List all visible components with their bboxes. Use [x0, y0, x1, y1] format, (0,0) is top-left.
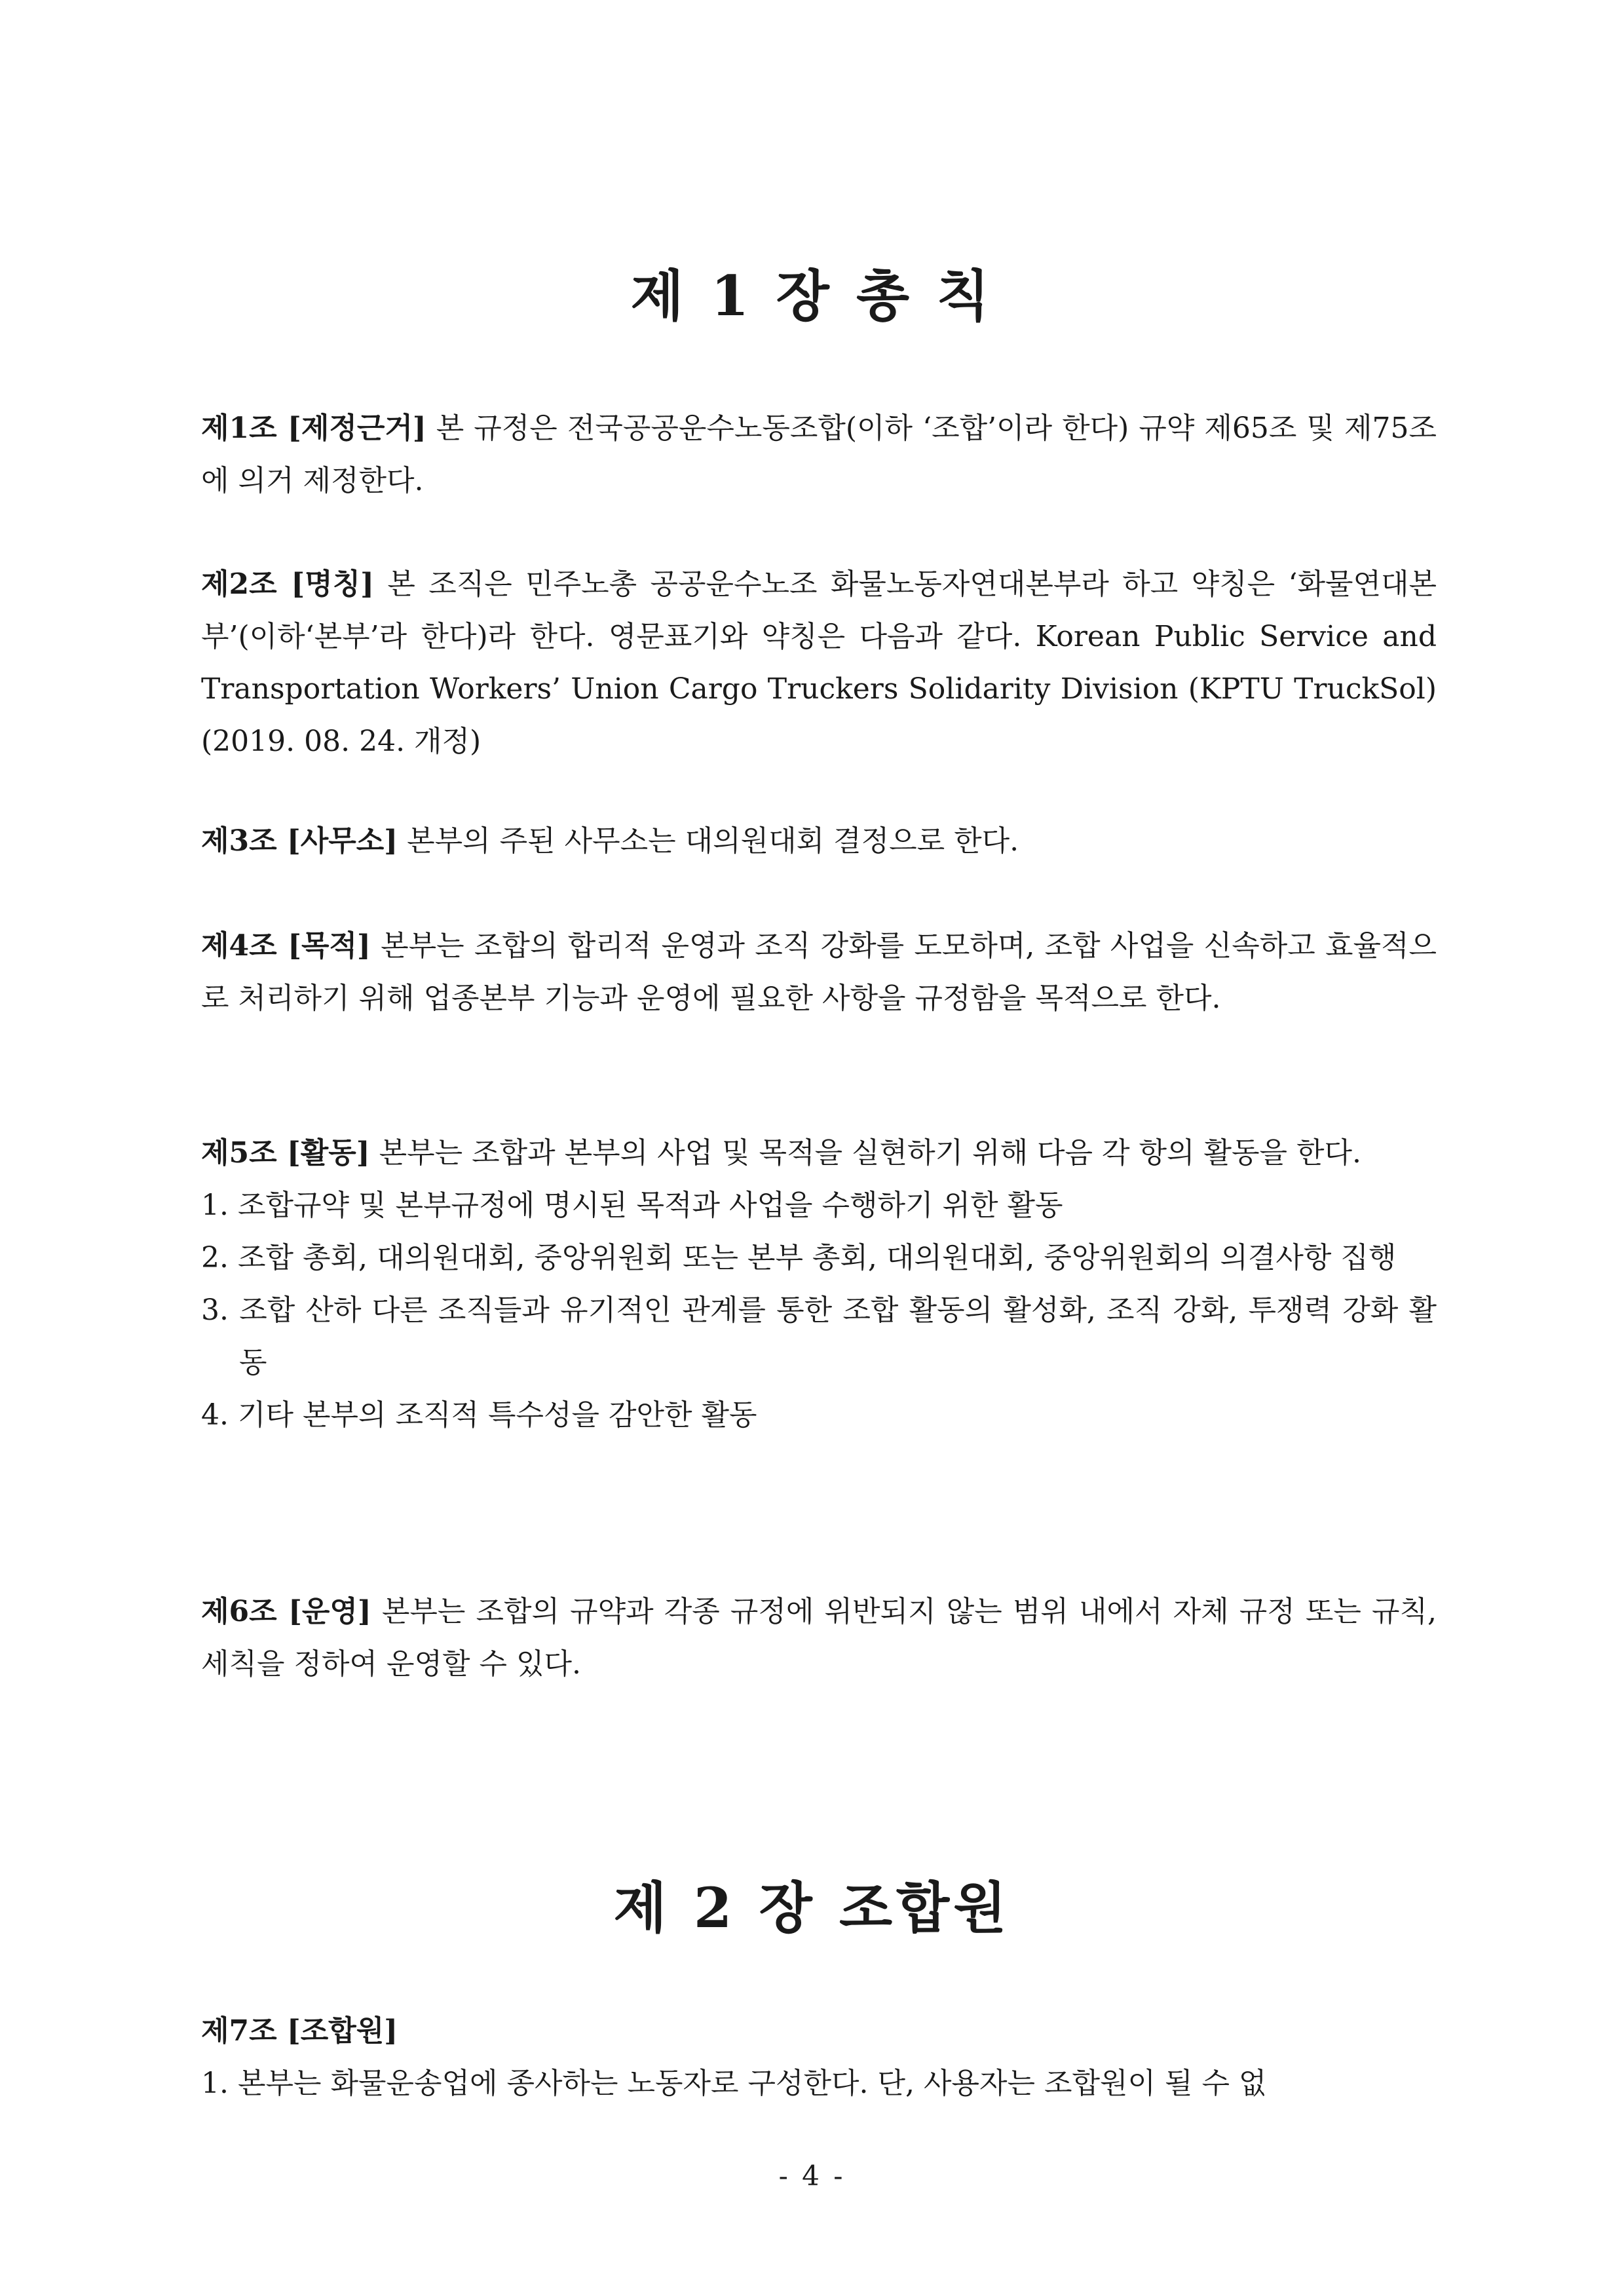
article-3-body: 본부의 주된 사무소는 대의원대회 결정으로 한다. — [398, 824, 1019, 858]
article-5 — [201, 1127, 1437, 1442]
page-number: - 4 - — [778, 2160, 846, 2192]
article-1-heading: 제1조 [제정근거] — [201, 411, 426, 445]
article-3-heading: 제3조 [사무소] — [201, 824, 398, 858]
article-3 — [201, 815, 1437, 868]
article-1-body: 본 규정은 전국공공운수노동조합(이하 ‘조합’이라 한다) 규약 제65조 및 제75조에 의거 제정한다. — [201, 411, 1437, 497]
article-7 — [201, 2005, 1437, 2110]
article-4-text — [201, 920, 1437, 1025]
article-1 — [201, 402, 1437, 507]
article-5-item-4: 4. 기타 본부의 조직적 특수성을 감안한 활동 — [201, 1398, 757, 1432]
article-6-text — [201, 1586, 1437, 1691]
article-2-body: 본 조직은 민주노총 공공운수노조 화물노동자연대본부라 하고 약칭은 ‘화물연대본부’(이하‘본부’라 한다)라 한다. 영문표기와 약칭은 다음과 같다. Korean Public Service and Transportation Workers’ Union Cargo Truckers Solidarity Division (KPTU TruckSol)(2019. 08. 24. 개정) — [201, 567, 1437, 758]
article-4-heading: 제4조 [목적] — [201, 929, 371, 963]
article-4 — [201, 920, 1437, 1025]
article-5-text — [201, 1127, 1437, 1179]
article-7-heading: 제7조 [조합원] — [201, 2014, 398, 2048]
article-6-heading: 제6조 [운영] — [201, 1595, 371, 1628]
article-6-body: 본부는 조합의 규약과 각종 규정에 위반되지 않는 범위 내에서 자체 규정 또는 규칙, 세칙을 정하여 운영할 수 있다. — [201, 1595, 1437, 1681]
article-5-heading: 제5조 [활동] — [201, 1136, 370, 1170]
article-5-body: 본부는 조합과 본부의 사업 및 목적을 실현하기 위해 다음 각 항의 활동을 한다. — [369, 1136, 1362, 1170]
article-3-text — [201, 815, 1437, 868]
article-6 — [201, 1586, 1437, 1691]
article-5-item-1: 1. 조합규약 및 본부규정에 명시된 목적과 사업을 수행하기 위한 활동 — [201, 1189, 1063, 1222]
article-4-body: 본부는 조합의 합리적 운영과 조직 강화를 도모하며, 조합 사업을 신속하고 효율적으로 처리하기 위해 업종본부 기능과 운영에 필요한 사항을 규정함을 목적으로 한다. — [201, 929, 1437, 1015]
article-7-item-1: 1. 본부는 화물운송업에 종사하는 노동자로 구성한다. 단, 사용자는 조합원이 될 수 없 — [201, 2067, 1267, 2100]
article-1-text — [201, 402, 1437, 507]
article-5-item-3: 3. 조합 산하 다른 조직들과 유기적인 관계를 통한 조합 활동의 활성화, 조직 강화, 투쟁력 강화 활동 — [201, 1293, 1437, 1379]
article-2-heading: 제2조 [명칭] — [201, 567, 374, 601]
chapter-1-title: 제 1 장 총 칙 — [630, 263, 994, 328]
article-2-text — [201, 558, 1437, 768]
article-5-item-2: 2. 조합 총회, 대의원대회, 중앙위원회 또는 본부 총회, 대의원대회, 중앙위원회의 의결사항 집행 — [201, 1241, 1397, 1274]
article-2 — [201, 558, 1437, 768]
chapter-2-title: 제 2 장 조합원 — [613, 1875, 1011, 1940]
